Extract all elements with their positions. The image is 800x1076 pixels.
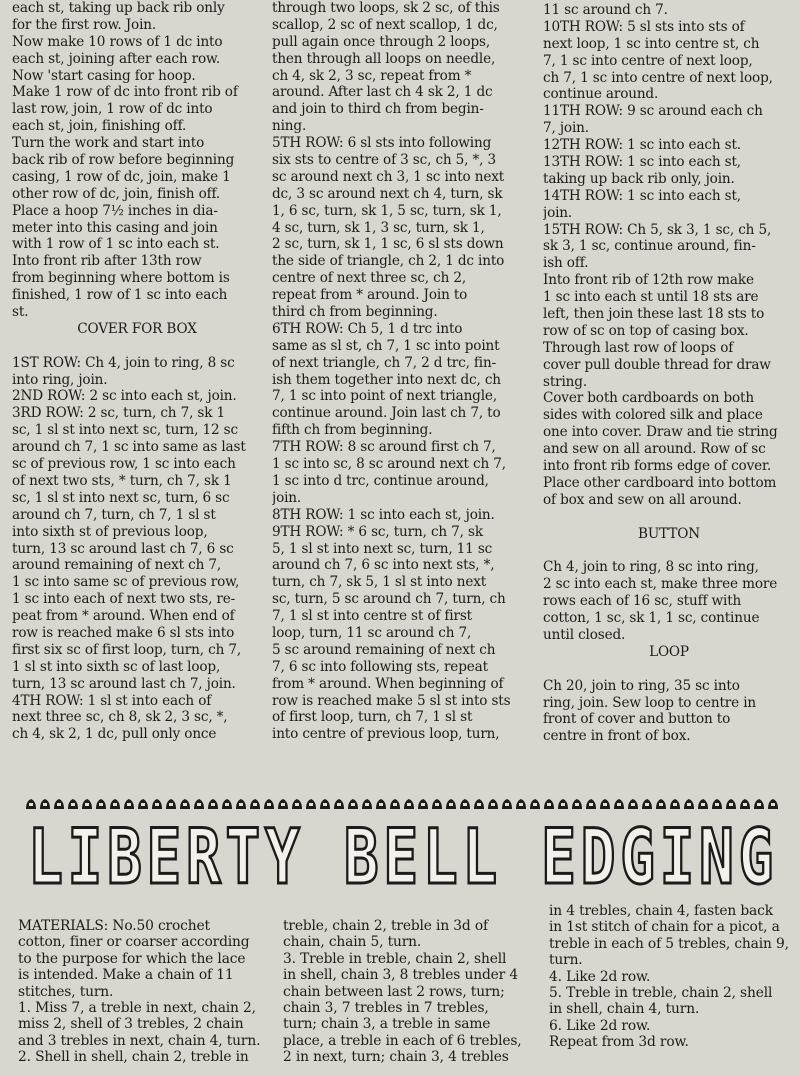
text-line: each st, join, finishing off. [12,118,187,135]
text-line: chain, chain 5, turn. [283,934,422,951]
text-line: 2 in next, turn; chain 3, 4 trebles [283,1049,509,1066]
text-line: Turn the work and start into [12,135,205,152]
text-line: from * around. When beginning of [272,675,504,692]
text-line: loop, turn, 11 sc around ch 7, [272,624,472,641]
text-line: with 1 row of 1 sc into each st. [12,236,220,253]
text-line: into front rib forms edge of cover. [543,458,772,475]
text-line: around ch 7, 1 sc into same as last [12,439,246,456]
text-line: ch 4, sk 2, 3 sc, repeat from * [272,67,472,84]
text-line: and 3 trebles in next, chain 4, turn. [18,1032,261,1049]
text-line: 11TH ROW: 9 sc around each ch [543,103,763,120]
text-line [543,509,795,526]
text-line: miss 2, shell of 3 trebles, 2 chain [18,1016,244,1033]
text-line: sc, turn, 5 sc around ch 7, turn, ch [272,591,506,608]
text-line: last row, join, 1 row of dc into [12,101,213,118]
text-line: 13TH ROW: 1 sc into each st, [543,154,741,171]
text-line: of next triangle, ch 7, 2 d trc, fin- [272,354,497,371]
text-line: ning. [272,118,307,135]
text-line: row is reached make 5 sl st into sts [272,692,511,709]
text-line: turn, 13 sc around last ch 7, 6 sc [12,540,234,557]
text-line: 7, 1 sc into point of next triangle, [272,388,497,405]
text-line: 12TH ROW: 1 sc into each st. [543,137,741,154]
text-column-1 [12,0,262,743]
text-line: turn, ch 7, sk 5, 1 sl st into next [272,574,487,591]
text-line: 1, 6 sc, turn, sk 1, 5 sc, turn, sk 1, [272,202,502,219]
text-line: cover pull double thread for draw [543,356,771,373]
text-line: of box and sew on all around. [543,491,742,508]
text-line: Now 'start casing for hoop. [12,67,196,84]
text-line: is intended. Make a chain of 11 [18,967,234,984]
text-line: 7, join. [543,120,589,137]
text-line: 1 sc into sc, 8 sc around next ch 7, [272,456,506,473]
text-line: Now make 10 rows of 1 dc into [12,33,223,50]
text-line: pull again once through 2 loops, [272,33,491,50]
text-line: first six sc of first loop, turn, ch 7, [12,641,242,658]
text-line: to the purpose for which the lace [18,950,246,967]
text-line: six sts to centre of 3 sc, ch 5, *, 3 [272,152,497,169]
text-line: cotton, finer or coarser according [18,934,250,951]
text-line: next three sc, ch 8, sk 2, 3 sc, *, [12,709,228,726]
section-heading: COVER FOR BOX [77,320,197,337]
text-line: fifth ch from beginning. [272,422,433,439]
text-line: in shell, chain 3, 8 trebles under 4 [283,967,518,984]
text-line: chain between last 2 rows, turn; [283,983,505,1000]
text-line: 1ST ROW: Ch 4, join to ring, 8 sc [12,354,235,371]
text-line: chain 3, 7 trebles in 7 trebles, [283,999,489,1016]
text-line [12,338,262,355]
text-line: and join to third ch from begin- [272,101,484,118]
text-line: third ch from beginning. [272,304,438,321]
text-line: 1 sc into each of next two sts, re- [12,591,236,608]
decorative-bell-border [24,797,782,811]
text-line: for the first row. Join. [12,16,157,33]
text-line: sk 3, 1 sc, continue around, fin- [543,238,756,255]
text-line: turn; chain 3, a treble in same [283,1016,491,1033]
text-line: continue around. Join last ch 7, to [272,405,501,422]
text-line: into sixth st of previous loop, [12,523,208,540]
text-column-bottom-3 [549,903,797,1051]
text-line: 2ND ROW: 2 sc into each st, join. [12,388,237,405]
text-line: of next two sts, * turn, ch 7, sk 1 [12,472,232,489]
text-line: back rib of row before beginning [12,152,235,169]
text-line: around ch 7, turn, ch 7, 1 sl st [12,506,216,523]
text-line: next loop, 1 sc into centre st, ch [543,35,760,52]
text-line: sc around next ch 3, 1 sc into next [272,168,505,185]
text-line: continue around. [543,86,659,103]
text-line: in 1st stitch of chain for a picot, a [549,919,780,936]
text-line: 1 sc into d trc, continue around, [272,472,489,489]
text-line: row is reached make 6 sl sts into [12,624,235,641]
text-line: Place other cardboard into bottom [543,474,777,491]
text-line: repeat from * around. Join to [272,287,468,304]
text-line: 4 sc, turn, sk 1, 3 sc, turn, sk 1, [272,219,485,236]
text-line: scallop, 2 sc of next scallop, 1 dc, [272,16,498,33]
text-line: front of cover and button to [543,711,731,728]
text-line: ish them together into next dc, ch [272,371,501,388]
text-line: Through last row of loops of [543,339,734,356]
text-line: of first loop, turn, ch 7, 1 sl st [272,709,473,726]
text-column-2 [272,0,528,743]
text-line: other row of dc, join, finish off. [12,185,221,202]
text-line: sc, 1 sl st into next sc, turn, 6 sc [12,489,230,506]
page-title: LIBERTY BELL EDGING [28,815,778,897]
text-line: around remaining of next ch 7, [12,557,222,574]
text-line: turn, 13 sc around last ch 7, join. [12,675,236,692]
text-line: 1 sl st into sixth sc of last loop, [12,658,221,675]
text-line: 4. Like 2d row. [549,968,651,985]
text-line: in shell, chain 4, turn. [549,1001,700,1018]
text-line: centre of next three sc, ch 2, [272,270,467,287]
text-line: rows each of 16 sc, stuff with [543,593,742,610]
text-line: 2. Shell in shell, chain 2, treble in [18,1049,249,1066]
text-column-bottom-1 [18,918,270,1066]
text-line: 6. Like 2d row. [549,1017,651,1034]
text-line: left, then join these last 18 sts to [543,306,765,323]
text-line: stitches, turn. [18,983,114,1000]
text-line: around. After last ch 4 sk 2, 1 dc [272,84,493,101]
text-line: join. [272,489,302,506]
text-line: place, a treble in each of 6 trebles, [283,1032,522,1049]
text-line: through two loops, sk 2 sc, of this [272,0,500,16]
text-line: 14TH ROW: 1 sc into each st, [543,187,741,204]
text-line: 1 sc into same sc of previous row, [12,574,240,591]
text-line: 5TH ROW: 6 sl sts into following [272,135,492,152]
text-line: ch 7, 1 sc into centre of next loop, [543,69,773,86]
text-line: treble in each of 5 trebles, chain 9, [549,935,789,952]
text-line: turn. [549,952,583,969]
text-line: 9TH ROW: * 6 sc, turn, ch 7, sk [272,523,483,540]
text-line: 3RD ROW: 2 sc, turn, ch 7, sk 1 [12,405,226,422]
text-line: row of sc on top of casing box. [543,322,749,339]
text-line: Repeat from 3d row. [549,1034,689,1051]
text-line: into centre of previous loop, turn, [272,726,500,743]
text-line: sides with colored silk and place [543,407,763,424]
text-line: peat from * around. When end of [12,608,235,625]
text-line: each st, taking up back rib only [12,0,225,16]
text-line: ch 4, sk 2, 1 dc, pull only once [12,726,217,743]
text-line: casing, 1 row of dc, join, make 1 [12,168,231,185]
text-line: 6TH ROW: Ch 5, 1 d trc into [272,320,463,337]
text-line: each st, joining after each row. [12,50,221,67]
text-line: 1 sc into each st until 18 sts are [543,289,759,306]
text-line: 2 sc into each st, make three more [543,576,778,593]
text-line: 7TH ROW: 8 sc around first ch 7, [272,439,496,456]
text-line: string. [543,373,588,390]
text-line: 1. Miss 7, a treble in next, chain 2, [18,999,256,1016]
text-line: Place a hoop 7½ inches in dia- [12,202,218,219]
text-line: one into cover. Draw and tie string [543,424,778,441]
text-line: treble, chain 2, treble in 3d of [283,918,488,934]
text-line: ish off. [543,255,589,272]
text-column-bottom-2 [283,918,538,1066]
text-line: taking up back rib only, join. [543,170,735,187]
text-line: Into front rib of 12th row make [543,272,754,289]
text-line: cotton, 1 sc, sk 1, 1 sc, continue [543,610,760,627]
text-line: meter into this casing and join [12,219,218,236]
text-line: 5 sc around remaining of next ch [272,641,496,658]
text-line: 11 sc around ch 7. [543,2,668,18]
section-heading: BUTTON [638,525,700,542]
text-line: until closed. [543,626,626,643]
text-line: 7, 1 sc into centre of next loop, [543,52,753,69]
section-heading: LOOP [649,643,689,660]
text-line: dc, 3 sc around next ch 4, turn, sk [272,185,503,202]
text-line: Make 1 row of dc into front rib of [12,84,238,101]
text-line: 8TH ROW: 1 sc into each st, join. [272,506,495,523]
text-line [543,543,795,560]
text-line: and sew on all around. Row of sc [543,441,766,458]
text-line: 15TH ROW: Ch 5, sk 3, 1 sc, ch 5, [543,221,772,238]
text-line: then through all loops on needle, [272,50,496,67]
text-line: 5. Treble in treble, chain 2, shell [549,984,773,1001]
text-line: into ring, join. [12,371,108,388]
text-column-3 [543,2,795,745]
text-line: join. [543,204,573,221]
text-line: 4TH ROW: 1 sl st into each of [12,692,212,709]
text-line: 10TH ROW: 5 sl sts into sts of [543,18,745,35]
text-line: same as sl st, ch 7, 1 sc into point [272,337,500,354]
text-line: ring, join. Sew loop to centre in [543,694,757,711]
title-banner [24,815,782,897]
text-line: the side of triangle, ch 2, 1 dc into [272,253,505,270]
text-line: Into front rib after 13th row [12,253,202,270]
text-line: 5, 1 sl st into next sc, turn, 11 sc [272,540,493,557]
text-line: 3. Treble in treble, chain 2, shell [283,950,507,967]
text-line: from beginning where bottom is [12,270,230,287]
text-line: in 4 trebles, chain 4, fasten back [549,903,773,919]
text-line: 7, 6 sc into following sts, repeat [272,658,488,675]
text-line: around ch 7, 6 sc into next sts, *, [272,557,495,574]
text-line [543,661,795,678]
text-line: st. [12,304,29,321]
text-line: 7, 1 sl st into centre st of first [272,608,472,625]
text-line: Ch 20, join to ring, 35 sc into [543,677,740,694]
text-line: centre in front of box. [543,728,691,745]
text-line: Cover both cardboards on both [543,390,754,407]
text-line: Ch 4, join to ring, 8 sc into ring, [543,559,759,576]
text-line: sc of previous row, 1 sc into each [12,456,236,473]
text-line: finished, 1 row of 1 sc into each [12,287,228,304]
text-line: 2 sc, turn, sk 1, 1 sc, 6 sl sts down [272,236,504,253]
text-line: sc, 1 sl st into next sc, turn, 12 sc [12,422,238,439]
text-line: MATERIALS: No.50 crochet [18,918,210,934]
